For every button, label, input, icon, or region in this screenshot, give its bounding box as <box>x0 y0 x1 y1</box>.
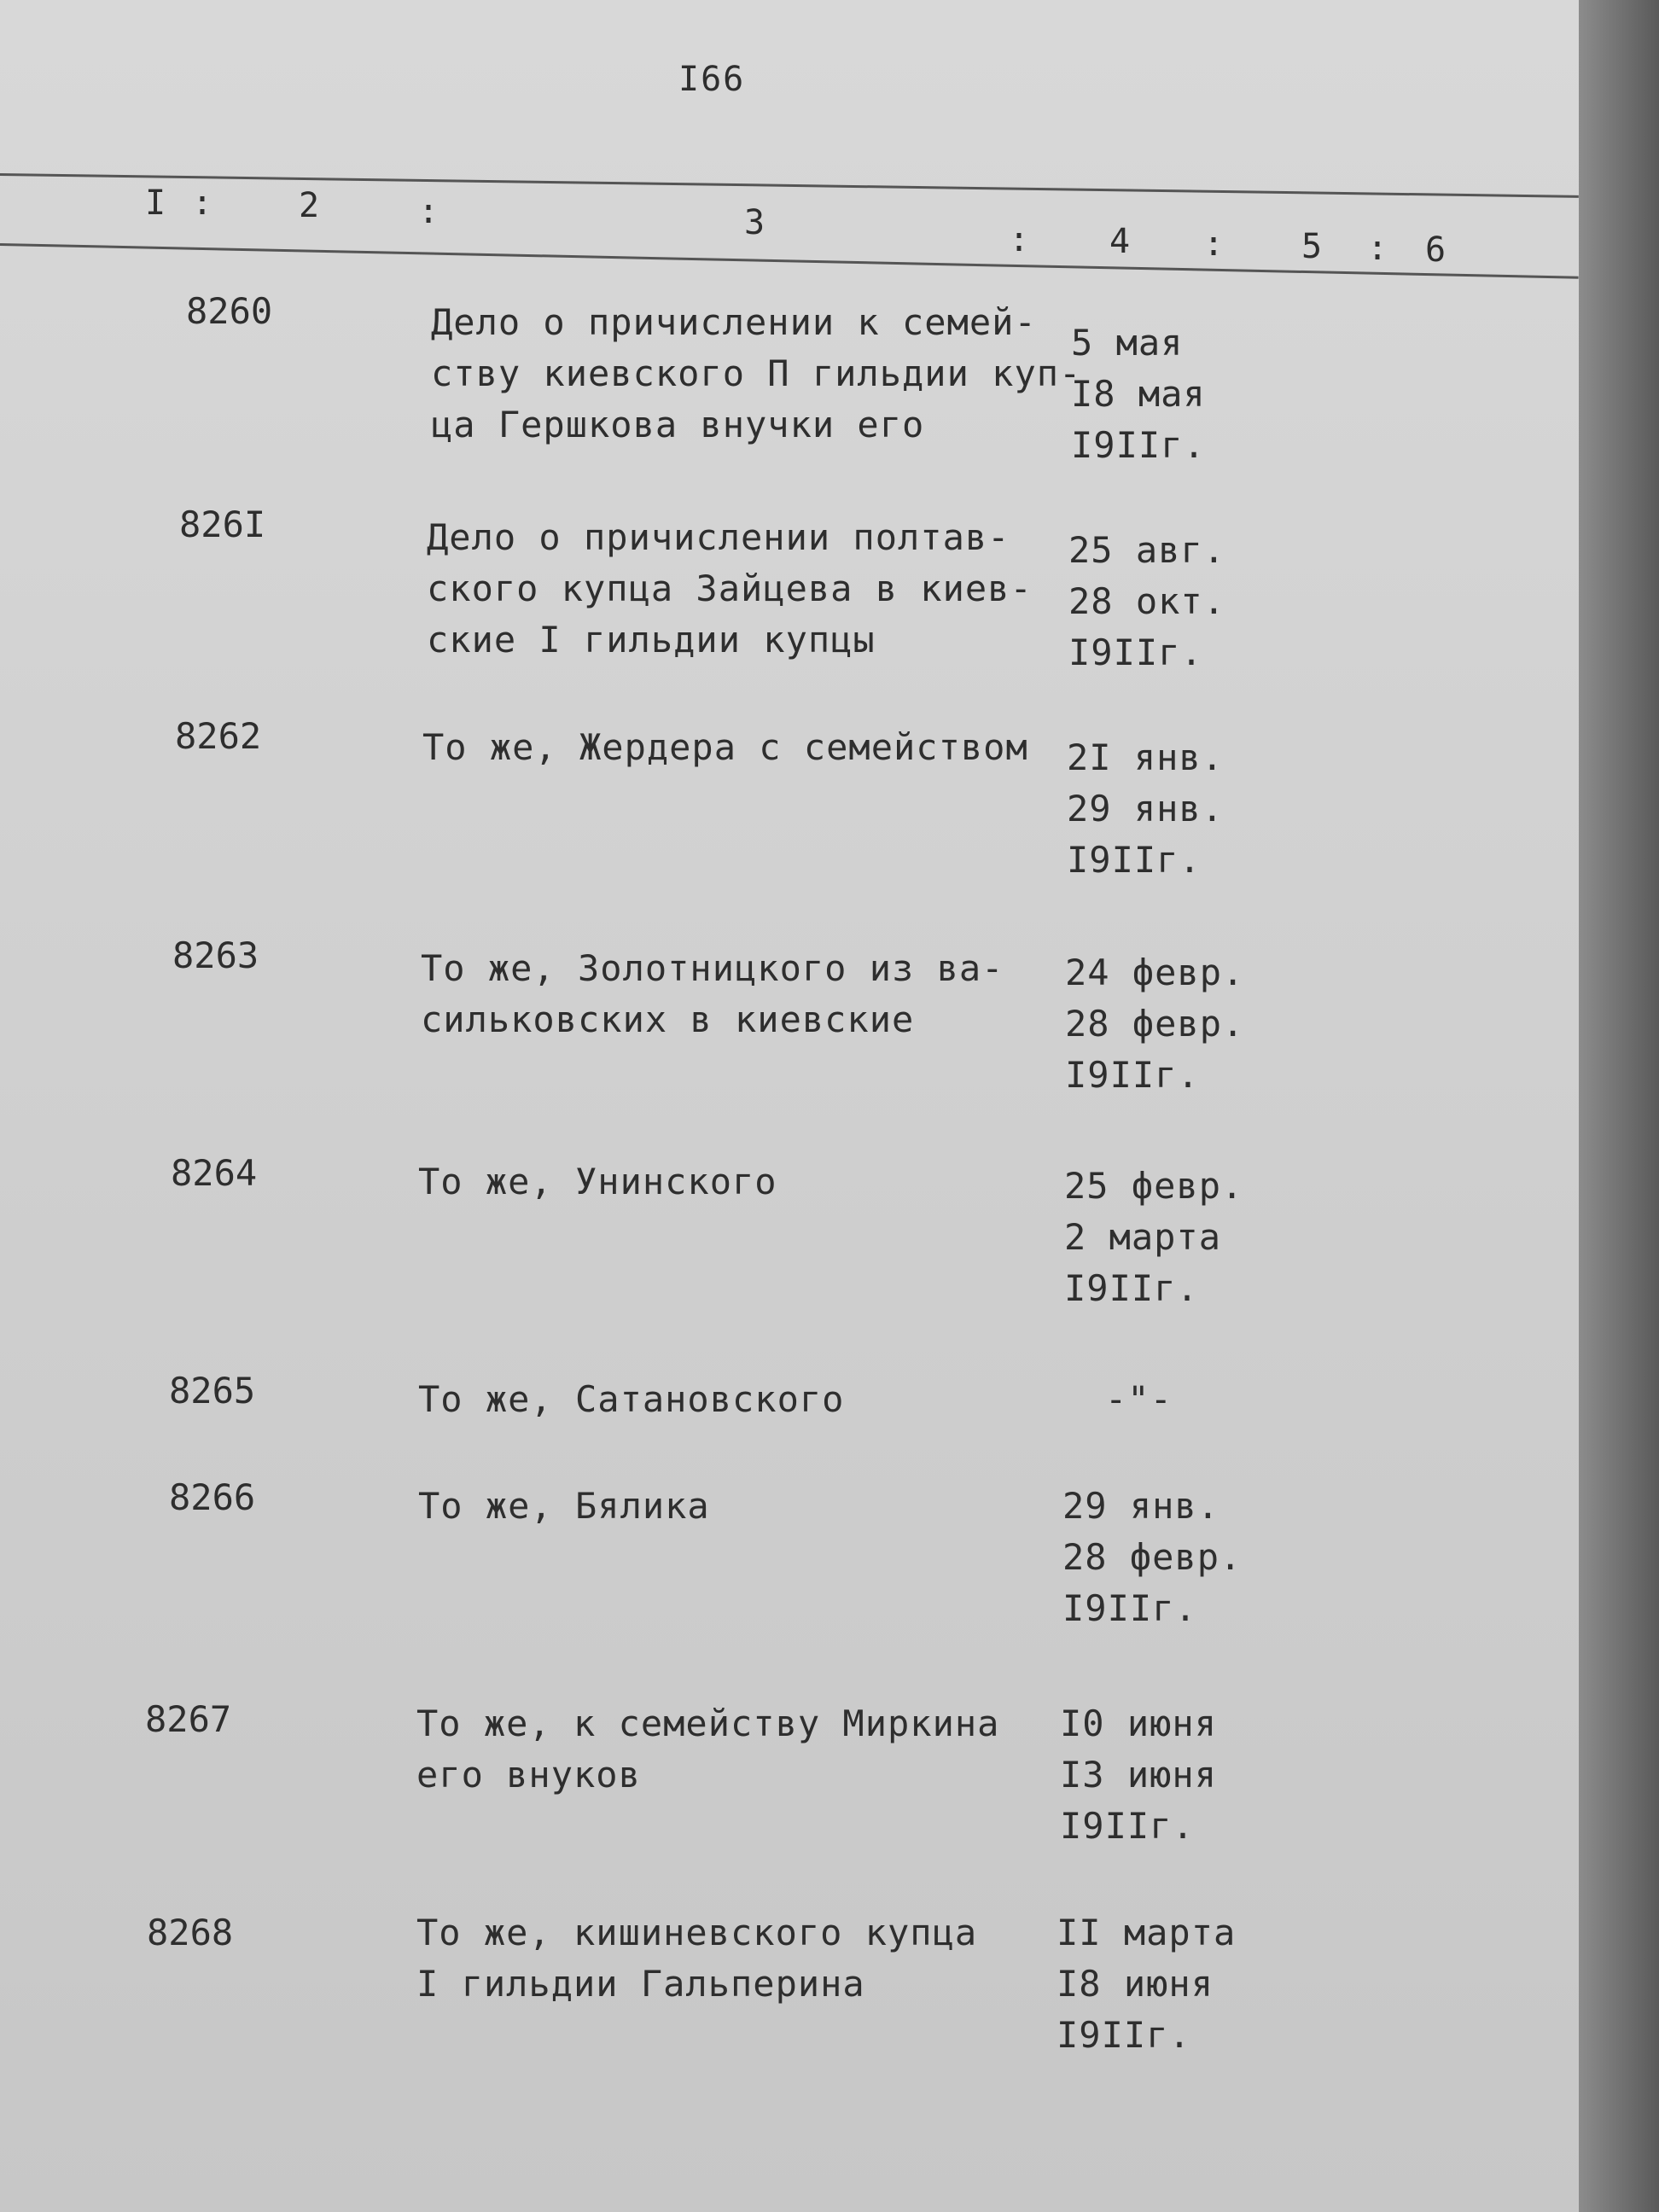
record-number: 826I <box>179 504 266 545</box>
date-year: I9IIг. <box>1065 1054 1200 1096</box>
record-row <box>0 1907 1579 2078</box>
date-end: I3 июня <box>1060 1754 1218 1796</box>
date-year: I9IIг. <box>1067 839 1202 881</box>
date-start: II марта <box>1057 1912 1237 1953</box>
date-year: I9IIг. <box>1060 1805 1195 1847</box>
record-dates <box>1057 1907 1236 2061</box>
column-separator: : <box>418 192 439 231</box>
column-separator: : <box>1203 224 1225 264</box>
record-row <box>0 282 1579 466</box>
record-title: Дело о причислении к семей- ству киевского П гильдии куп- ца Гершкова внучки его <box>431 301 1082 445</box>
date-end: I8 июня <box>1057 1963 1214 2005</box>
record-row <box>0 715 1579 886</box>
column-header-5: 5 <box>1301 227 1323 266</box>
column-separator: : <box>192 183 213 223</box>
record-dates <box>1067 732 1224 886</box>
column-header-2: 2 <box>299 186 320 225</box>
record-row <box>0 1152 1579 1323</box>
date-start: 5 мая <box>1071 322 1184 364</box>
column-separator: : <box>1009 220 1030 259</box>
record-dates <box>1062 1481 1242 1634</box>
record-row <box>0 930 1579 1101</box>
column-header-6: 6 <box>1425 230 1447 270</box>
column-separator: : <box>1367 229 1388 268</box>
header-rule-bottom <box>0 243 1579 279</box>
record-title: То же, Жердера с семейством <box>422 726 1028 768</box>
record-number: 8265 <box>169 1370 256 1412</box>
date-start: 25 февр. <box>1064 1165 1244 1207</box>
record-row <box>0 499 1579 673</box>
record-number: 8266 <box>169 1476 256 1518</box>
date-year: I9IIг. <box>1057 2014 1191 2056</box>
column-header-4: 4 <box>1109 222 1131 261</box>
date-end: 28 окт. <box>1068 580 1226 622</box>
record-dates <box>1068 525 1225 678</box>
record-title: То же, Бялика <box>418 1485 710 1527</box>
record-number: 8264 <box>171 1152 258 1194</box>
date-year: I9IIг. <box>1071 424 1206 466</box>
page-number: I66 <box>678 60 746 99</box>
record-dates <box>1065 947 1244 1101</box>
record-dates <box>1064 1161 1243 1314</box>
record-title: То же, Золотницкого из ва- сильковских в киевские <box>421 947 1004 1040</box>
record-title: То же, Сатановского <box>418 1378 845 1420</box>
record-number: 8268 <box>147 1912 234 1953</box>
page-edge-shadow <box>1579 0 1659 2212</box>
date-start: I0 июня <box>1060 1703 1218 1744</box>
date-end: 28 февр. <box>1065 1003 1245 1045</box>
record-row <box>0 1698 1579 1869</box>
date-start: -"- <box>1105 1378 1173 1420</box>
record-number: 8260 <box>186 290 273 332</box>
date-start: 25 авг. <box>1068 529 1226 571</box>
date-year: I9IIг. <box>1068 632 1203 673</box>
record-number: 8267 <box>145 1698 232 1740</box>
column-header-1: I <box>145 183 166 223</box>
record-number: 8262 <box>175 715 262 757</box>
date-end: 29 янв. <box>1067 788 1225 830</box>
date-end: 28 февр. <box>1062 1536 1243 1578</box>
column-header-3: 3 <box>744 203 765 242</box>
header-rule-top <box>0 173 1579 198</box>
date-year: I9IIг. <box>1062 1587 1197 1629</box>
date-end: 2 марта <box>1064 1216 1222 1258</box>
record-title: То же, Унинского <box>418 1161 777 1202</box>
date-end: I8 мая <box>1071 373 1206 415</box>
record-title: То же, кишиневского купца I гильдии Гальперина <box>416 1912 978 2005</box>
date-start: 2I янв. <box>1067 736 1225 778</box>
record-dates <box>1105 1374 1173 1425</box>
date-start: 24 февр. <box>1065 952 1245 993</box>
record-number: 8263 <box>172 934 259 976</box>
record-dates <box>1071 317 1206 471</box>
record-row <box>0 1476 1579 1647</box>
date-year: I9IIг. <box>1064 1267 1199 1309</box>
date-start: 29 янв. <box>1062 1485 1220 1527</box>
record-title: Дело о причислении полтав- ского купца Зайцева в киев- ские I гильдии купцы <box>427 516 1033 661</box>
record-title: То же, к семейству Миркина его внуков <box>416 1703 1000 1796</box>
record-dates <box>1060 1698 1217 1852</box>
